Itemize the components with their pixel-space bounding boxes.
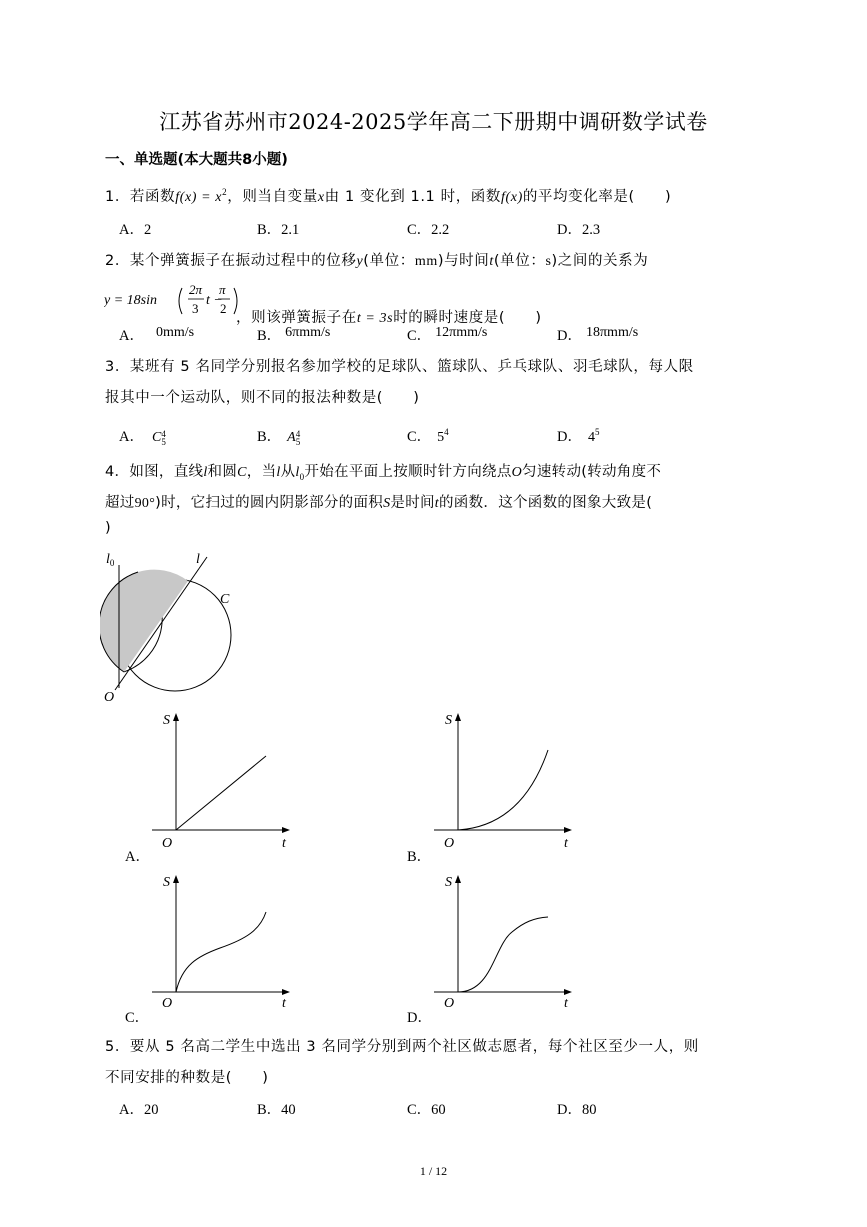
- q4-var-l0-sub: 0: [299, 471, 305, 482]
- q1-mid: ，则当自变量: [227, 189, 318, 205]
- q3-option-a-sub: 5: [161, 436, 166, 447]
- q2-text-e: )之间的关系为: [551, 253, 649, 269]
- q4-text-e: 开始在平面上按顺时针方向绕点: [304, 464, 512, 480]
- label-o: O: [444, 836, 455, 851]
- q2-unit-s: s: [545, 254, 552, 269]
- label-o: O: [104, 690, 115, 705]
- q2-unit-mm: mm: [414, 254, 438, 269]
- q2-frac-mid: t −: [206, 293, 223, 308]
- question-4-stem-line1: [105, 460, 661, 482]
- label-l0: $l_0$: [106, 552, 115, 568]
- axis-s-arrow: [455, 713, 461, 721]
- question-2-stem-line1: [105, 249, 648, 270]
- question-5-stem-line2: 不同安排的种数是( ): [105, 1070, 269, 1086]
- q3-option-c-label: C．: [407, 429, 432, 445]
- q4-option-c[interactable]: C．: [125, 1010, 150, 1026]
- q3-option-c-base: 5: [437, 430, 445, 445]
- q2-option-d-value: 18πmm/s: [585, 325, 639, 340]
- q2-text-f: ，则该弹簧振子在: [236, 310, 357, 326]
- q1-tail: 的平均变化率是( ): [522, 189, 672, 205]
- question-1-stem: [105, 185, 671, 206]
- q1-option-a[interactable]: A．2: [119, 222, 152, 238]
- label-o: O: [162, 836, 173, 851]
- q3-option-d-sup: 5: [594, 427, 600, 438]
- q4-text-b: 和圆: [207, 464, 238, 480]
- q2-option-b[interactable]: [257, 324, 331, 345]
- question-4-stem-line2: [105, 491, 652, 512]
- document-title: 江苏省苏州市2024-2025学年高二下册期中调研数学试卷: [159, 110, 708, 134]
- axis-t-arrow: [564, 827, 572, 833]
- q2-option-d-label: D．: [557, 328, 582, 344]
- q2-option-a-value: 0mm/s: [155, 325, 195, 340]
- q3-option-c[interactable]: [407, 425, 449, 446]
- q4-var-o: O: [511, 465, 523, 480]
- q3-option-b[interactable]: [257, 425, 301, 447]
- question-4-stem-line3: ): [105, 520, 112, 536]
- q2-text-g: 时的瞬时速度是( ): [393, 310, 542, 326]
- q1-function2: f(x): [501, 190, 523, 205]
- q1-exponent: 2: [222, 187, 228, 198]
- q4-var-l2: l: [276, 465, 281, 480]
- question-3-stem-line1: 3．某班有 5 名同学分别报名参加学校的足球队、篮球队、乒乓球队、羽毛球队，每人限: [105, 359, 694, 375]
- q2-option-c-label: C．: [407, 328, 432, 344]
- axis-s-arrow: [173, 875, 179, 883]
- q3-option-d[interactable]: [557, 425, 600, 446]
- q4-var-t: t: [434, 496, 439, 511]
- q2-formula: [104, 278, 244, 324]
- q2-text-d: (单位：: [493, 253, 546, 269]
- shaded-segment: [100, 570, 188, 672]
- q5-option-d[interactable]: D．80: [557, 1102, 597, 1118]
- q1-option-b[interactable]: B．2.1: [257, 222, 300, 238]
- q3-option-b-base: A: [287, 430, 296, 445]
- q1-function: f(x) = x: [175, 190, 223, 205]
- q2-option-b-label: B．: [257, 328, 282, 344]
- q2-var-y: y: [356, 254, 364, 269]
- question-5-stem-line1: 5．要从 5 名高二学生中选出 3 名同学分别到两个社区做志愿者，每个社区至少一人，则: [105, 1039, 699, 1055]
- label-s: S: [163, 875, 170, 890]
- q4-text-h: )时，它扫过的圆内阴影部分的面积: [155, 495, 384, 511]
- q3-option-a-base: C: [151, 430, 162, 445]
- q4-option-d[interactable]: D．: [407, 1010, 432, 1026]
- q1-lead: 1．若函数: [105, 189, 176, 205]
- axis-s-arrow: [455, 875, 461, 883]
- q2-frac2-num: π: [219, 282, 226, 297]
- q3-option-a-label: A．: [119, 429, 144, 445]
- label-s: S: [445, 713, 452, 728]
- q4-text-d: 从: [280, 464, 296, 480]
- curve-convex: [458, 750, 548, 830]
- q2-option-c-value: 12πmm/s: [435, 325, 488, 340]
- label-o: O: [162, 996, 173, 1011]
- q3-option-c-sup: 4: [444, 427, 449, 438]
- q5-option-c[interactable]: C．60: [407, 1102, 446, 1118]
- label-c: C: [220, 592, 230, 607]
- curve-concave-convex: [176, 912, 266, 992]
- q4-var-l: l: [203, 465, 208, 480]
- q2-t-eq: t = 3s: [356, 311, 394, 326]
- q4-graph-a: [150, 708, 295, 853]
- q2-var-t: t: [489, 254, 494, 269]
- label-t: t: [282, 836, 286, 851]
- q1-rest: 由 1 变化到 1.1 时，函数: [324, 189, 501, 205]
- q5-option-a[interactable]: A．20: [119, 1102, 159, 1118]
- label-t: t: [564, 836, 568, 851]
- question-3-stem-line2: 报其中一个运动队，则不同的报法种数是( ): [105, 390, 420, 406]
- q1-option-d[interactable]: D．2.3: [557, 222, 601, 238]
- axis-t-arrow: [282, 827, 290, 833]
- page-number: 1 / 12: [419, 1164, 448, 1178]
- q3-option-d-label: D．: [557, 429, 582, 445]
- q4-option-b[interactable]: B．: [407, 849, 432, 865]
- q2-text-c: )与时间: [437, 253, 490, 269]
- q2-option-b-value: 6πmm/s: [285, 325, 331, 340]
- q2-frac1-den: 3: [192, 301, 199, 316]
- q3-option-b-label: B．: [257, 429, 282, 445]
- curve-s-shape: [458, 917, 548, 992]
- q2-option-a-label: A．: [119, 328, 144, 344]
- q2-option-a[interactable]: [119, 324, 195, 345]
- axis-t-arrow: [564, 989, 572, 995]
- q4-option-a[interactable]: A．: [125, 849, 150, 865]
- q2-text-a: 2．某个弹簧振子在振动过程中的位移: [105, 253, 357, 269]
- q4-var-l0: l: [295, 465, 300, 480]
- q1-option-c[interactable]: C．2.2: [407, 222, 450, 238]
- q4-text-j: 的函数．这个函数的图象大致是(: [439, 495, 653, 511]
- label-t: t: [282, 996, 286, 1011]
- q3-option-a-sup: 4: [161, 428, 166, 439]
- q4-var-s: S: [383, 496, 391, 511]
- q5-option-b[interactable]: B．40: [257, 1102, 296, 1118]
- q3-option-b-sup: 4: [295, 428, 301, 439]
- q4-graph-c: [150, 870, 295, 1015]
- q4-text-c: ，当: [246, 464, 277, 480]
- label-o: O: [444, 996, 455, 1011]
- q2-option-c[interactable]: [407, 324, 488, 345]
- q3-option-d-base: 4: [587, 430, 595, 445]
- label-t: t: [564, 996, 568, 1011]
- label-s: S: [163, 713, 170, 728]
- q4-text-a: 4．如图，直线: [105, 464, 204, 480]
- section-heading: 一、单选题(本大题共8小题): [105, 152, 288, 168]
- q1-var: x: [317, 190, 325, 205]
- q4-circle-figure: [100, 545, 250, 710]
- q4-graph-b: [432, 708, 577, 853]
- q2-frac1-num: 2π: [189, 282, 203, 297]
- label-l: l: [196, 552, 200, 567]
- q4-text-f: 匀速转动(转动角度不: [522, 464, 662, 480]
- q2-option-d[interactable]: [557, 324, 639, 345]
- label-s: S: [445, 875, 452, 890]
- left-paren: [179, 288, 182, 314]
- q2-formula-left: y = 18sin: [104, 293, 157, 308]
- q4-var-c: C: [237, 465, 247, 480]
- q2-text-b: (单位：: [363, 253, 415, 269]
- axis-s-arrow: [173, 713, 179, 721]
- q4-graph-d: [432, 870, 577, 1015]
- q3-option-a[interactable]: [119, 425, 166, 447]
- q4-text-g: 超过: [105, 495, 135, 511]
- q4-text-i: 是时间: [390, 495, 435, 511]
- q3-option-b-sub: 5: [295, 436, 301, 447]
- q2-frac2-den: 2: [220, 301, 227, 316]
- axis-t-arrow: [282, 989, 290, 995]
- q4-degree: 90°: [134, 496, 156, 511]
- curve-linear: [176, 756, 266, 830]
